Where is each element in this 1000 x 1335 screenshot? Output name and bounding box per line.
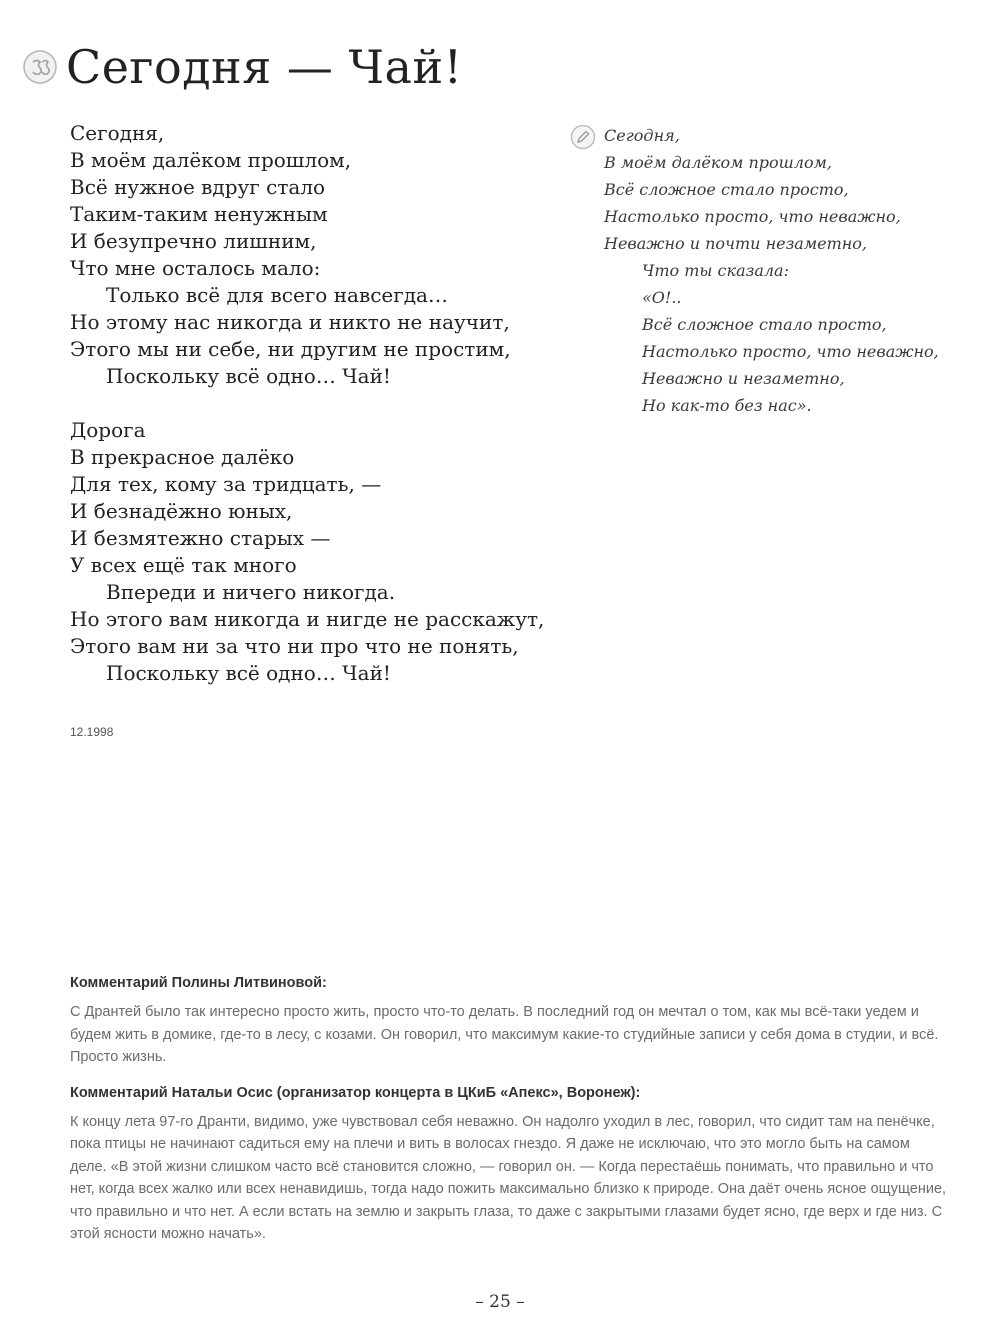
poem-line: Поскольку всё одно… Чай! [106,661,391,685]
song-number-icon [22,49,58,85]
variant-line: «О!.. [642,288,682,307]
poem-line: И безупречно лишним, [70,229,317,253]
poem-stanza-1 [70,120,570,390]
poem-line: Только всё для всего навсегда… [106,283,448,307]
poem-line: Что мне осталось мало: [70,256,321,280]
variant-line: В моём далёком прошлом, [604,153,832,172]
poem-line: Впереди и ничего никогда. [106,580,396,604]
poem-line: В прекрасное далёко [70,445,295,469]
variant-line: Настолько просто, что неважно, [642,342,939,361]
variant-lines [604,122,939,419]
comment-heading-litvinova: Комментарий Полины Литвиновой: [70,975,327,991]
title-row [22,40,463,94]
poem [70,120,570,714]
poem-line: Но этого вам никогда и нигде не расскажут, [70,607,545,631]
poem-stanza-2 [70,417,570,687]
poem-date: 12.1998 [70,725,114,739]
poem-line: Сегодня, [70,121,165,145]
variant-line: Неважно и незаметно, [642,369,845,388]
comment-heading-osis: Комментарий Натальи Осис (организатор концерта в ЦКиБ «Апекс», Воронеж): [70,1084,641,1101]
comment-body-litvinova: С Дрантей было так интересно просто жить, просто что-то делать. В последний год он мечтал о том, как мы всё-таки уедем и будем жить в домике, где-то в лесу, с козами. Он говорил, что максимум какие-то студийные записи у себя дома в студии, и всё. Просто жизнь. [70,1004,939,1065]
comment-body-osis: К концу лета 97-го Дранти, видимо, уже чувствовал себя неважно. Он надолго уходил в лес, говорил, что сидит там на пенёчке, пока птицы не начинают садиться ему на плечи и вить в волосах гнездо. Я даже не исключаю, что это могло быть на самом деле. «В этой жизни слишком часто всё становится сложно, — говорил он. — Когда перестаёшь понимать, что правильно и что нет, когда всех жалко или всех ненавидишь, тогда надо пожить максимально близко к природе. Она даёт очень ясное ощущение, что правильно и что нет. А если встать на землю и закрыть глаза, то даже с закрытыми глазами будет ясно, где верх и где низ. С этой ясности можно начать». [70,1113,947,1242]
pencil-icon [570,124,596,150]
poem-line: Но этому нас никогда и никто не научит, [70,310,510,334]
poem-line: У всех ещё так много [70,553,297,577]
poem-line: Поскольку всё одно… Чай! [106,364,391,388]
variant-line: Всё сложное стало просто, [642,315,887,334]
page-number: – 25 – [475,1292,525,1312]
variant-line: Неважно и почти незаметно, [604,234,867,253]
poem-line: Этого вам ни за что ни про что не понять, [70,634,519,658]
poem-line: Для тех, кому за тридцать, — [70,472,382,496]
variant-line: Настолько просто, что неважно, [604,207,901,226]
poem-line: И безнадёжно юных, [70,499,293,523]
variant-line: Но как-то без нас». [642,396,812,415]
comments-section [70,975,950,1262]
poem-line: Всё нужное вдруг стало [70,175,326,199]
variant-line: Сегодня, [604,126,680,145]
poem-line: Этого мы ни себе, ни другим не простим, [70,337,511,361]
poem-line: Таким-таким ненужным [70,202,328,226]
variant-line: Всё сложное стало просто, [604,180,849,199]
page-title: Сегодня — Чай! [66,40,463,94]
variant-line: Что ты сказала: [642,261,789,280]
poem-line: В моём далёком прошлом, [70,148,352,172]
poem-line: И безмятежно старых — [70,526,331,550]
poem-line: Дорога [70,418,146,442]
